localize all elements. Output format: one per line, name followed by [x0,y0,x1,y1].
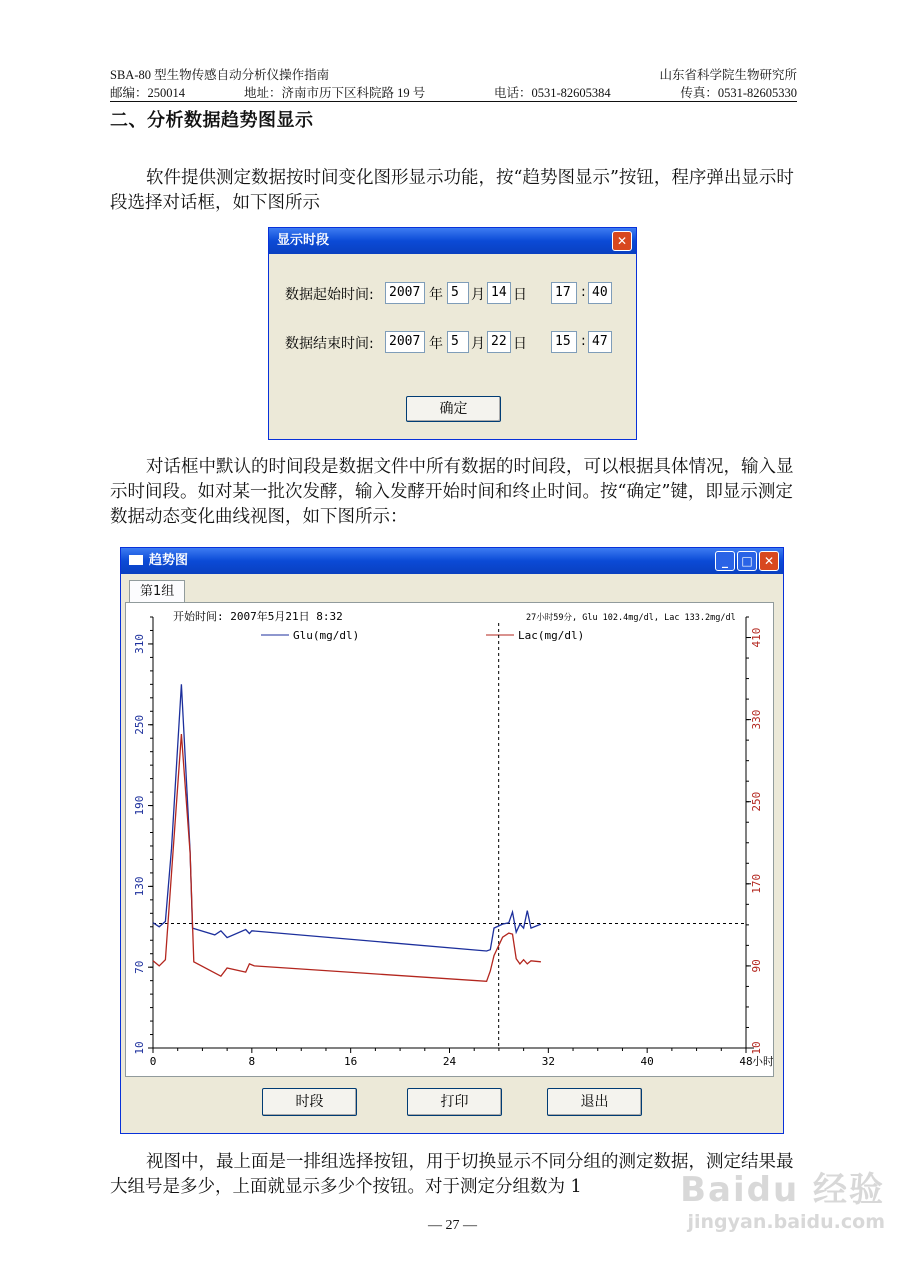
period-button[interactable]: 时段 [262,1088,357,1116]
legend-label-lac: Lac(mg/dl) [518,629,585,642]
series-line-glu [153,684,541,951]
fax: 传真：0531-82605330 [680,86,797,100]
watermark [680,1162,885,1233]
trend-chart [126,603,773,1076]
x-tick-label: 0 [149,1055,157,1068]
paragraph-2: 对话框中默认的时间段是数据文件中所有数据的时间段，可以根据具体情况，输入显示时间段。如对某一批次发酵，输入发酵开始时间和终止时间。按“确定”键，即显示测定数据动态变化曲线视图，如下图所示： [110,457,794,527]
watermark-url: jingyan.baidu.com [687,1211,885,1233]
start-minute-input[interactable]: 40 [588,282,612,304]
y-right-tick-label: 90 [750,959,763,973]
x-tick-label: 40 [640,1055,654,1068]
header-rule [110,101,797,102]
ok-button[interactable]: 确定 [406,396,501,422]
legend-label-glu: Glu(mg/dl) [293,629,360,642]
end-month-input[interactable]: 5 [447,331,469,353]
end-year-input[interactable]: 2007 [385,331,425,353]
y-right-tick-label: 410 [750,627,763,648]
start-hour-input[interactable]: 17 [551,282,577,304]
page-number: — 27 — [428,1218,477,1233]
paragraph-3: 视图中，最上面是一排组选择按钮，用于切换显示不同分组的测定数据，测定结果最大组号是多少，上面就显示多少个按钮。对于测定分组数为 1 [110,1152,794,1197]
cursor-readout: 27小时59分, Glu 102.4mg/dl, Lac 133.2mg/dl [526,613,736,623]
y-left-tick-label: 310 [133,634,146,654]
x-tick-label: 24 [442,1055,457,1068]
paragraph-1: 软件提供测定数据按时间变化图形显示功能，按“趋势图显示”按钮，程序弹出显示时段选择对话框，如下图所示 [110,168,794,213]
organization: 山东省科学院生物研究所 [659,68,797,82]
series-line-lac [153,734,541,981]
start-time-label: 数据起始时间: [285,287,374,303]
trend-window [120,547,784,1134]
day-unit: 日 [513,336,527,352]
x-tick-label: 8 [248,1055,256,1068]
colon: : [581,333,586,349]
print-button[interactable]: 打印 [407,1088,502,1116]
exit-button[interactable]: 退出 [547,1088,642,1116]
y-right-tick-label: 10 [750,1041,763,1055]
y-left-tick-label: 190 [133,795,146,816]
x-tick-label: 48 [739,1055,753,1068]
y-left-tick-label: 10 [133,1041,146,1055]
close-icon[interactable]: ✕ [612,231,632,251]
minimize-icon[interactable]: _ [715,551,735,571]
y-right-tick-label: 170 [750,873,763,894]
end-minute-input[interactable]: 47 [588,331,612,353]
x-unit-label: 小时 [752,1055,773,1068]
trend-titlebar [121,548,783,574]
month-unit: 月 [471,336,485,352]
y-left-tick-label: 250 [133,714,146,735]
phone: 电话：0531-82605384 [494,86,611,100]
day-unit: 日 [513,287,527,303]
colon: : [581,284,586,300]
start-year-input[interactable]: 2007 [385,282,425,304]
chart-area [125,602,774,1077]
y-right-tick-label: 330 [750,709,763,730]
address: 地址：济南市历下区科院路 19 号 [244,86,426,100]
y-left-tick-label: 70 [133,960,146,974]
section-title: 二、分析数据趋势图显示 [110,110,314,131]
watermark-brand: Baidu 经验 [680,1170,885,1210]
start-day-input[interactable]: 14 [487,282,511,304]
end-time-label: 数据结束时间: [285,336,374,352]
x-tick-label: 16 [344,1055,358,1068]
x-tick-label: 32 [541,1055,555,1068]
month-unit: 月 [471,287,485,303]
year-unit: 年 [429,287,443,303]
close-icon[interactable]: ✕ [759,551,779,571]
maximize-icon[interactable]: □ [737,551,757,571]
doc-title: SBA-80 型生物传感自动分析仪操作指南 [110,68,330,82]
tab-group-1[interactable]: 第1组 [129,580,185,602]
dialog-titlebar [269,228,636,254]
postcode: 邮编：250014 [110,86,186,100]
start-time-text: 开始时间: 2007年5月21日 8:32 [173,610,343,623]
window-icon [129,555,143,565]
year-unit: 年 [429,336,443,352]
end-day-input[interactable]: 22 [487,331,511,353]
trend-title: 趋势图 [149,553,189,568]
period-dialog [268,227,637,440]
dialog-title: 显示时段 [277,233,330,248]
end-hour-input[interactable]: 15 [551,331,577,353]
start-month-input[interactable]: 5 [447,282,469,304]
y-left-tick-label: 130 [133,876,146,897]
y-right-tick-label: 250 [750,791,763,812]
